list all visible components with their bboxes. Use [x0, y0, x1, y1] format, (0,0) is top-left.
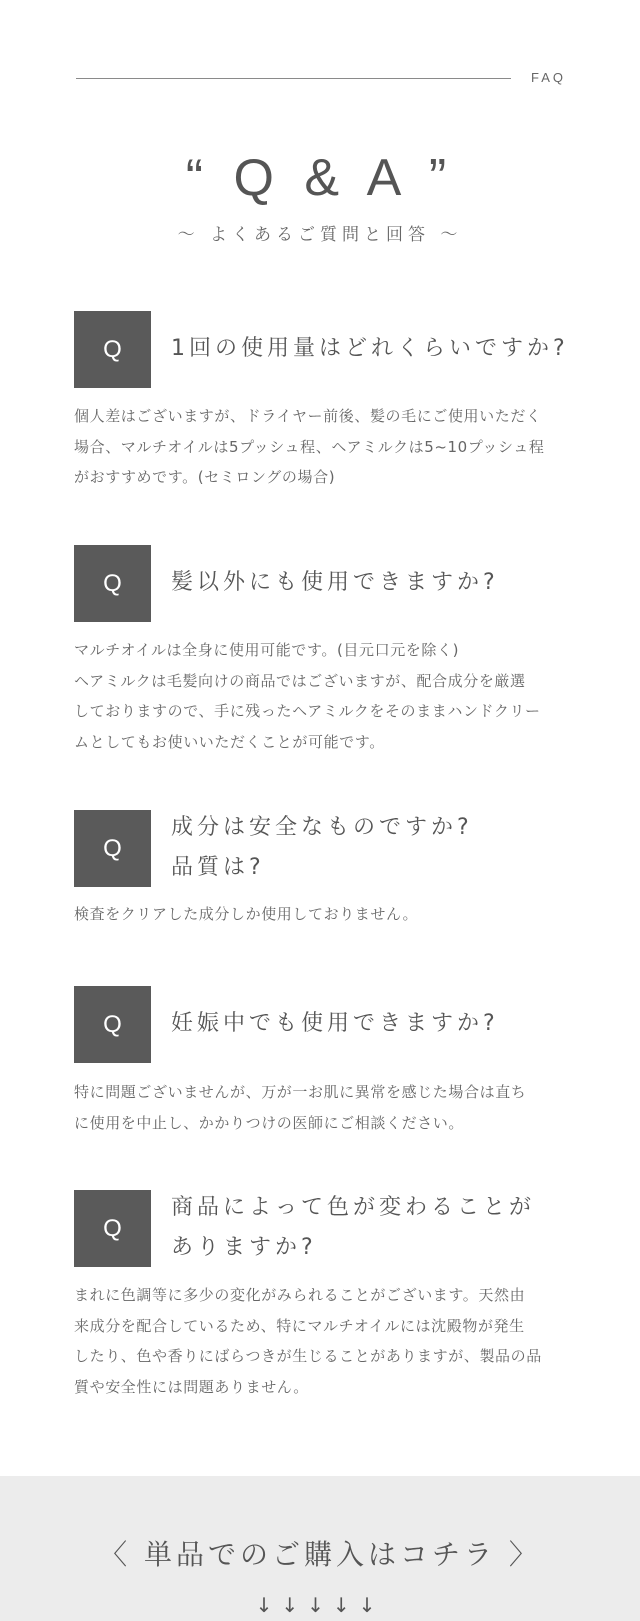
answer-text: 検査をクリアした成分しか使用しておりません。 [74, 905, 419, 923]
q-badge: Q [74, 545, 151, 622]
header-divider [76, 78, 511, 79]
question-text: 妊娠中でも使用できますか? [171, 1011, 499, 1036]
answer-text: マルチオイルは全身に使用可能です。(目元口元を除く) ヘアミルクは毛髪向けの商品ではございますが、配合成分を厳選 しておりますので、手に残ったヘアミルクをそのままハンドクリー ムとしてもお使いいただくことが可能です。 [74, 641, 541, 751]
question-text: 商品によって色が変わることが ありますか? [171, 1195, 536, 1260]
faq-section-header [76, 68, 566, 88]
qa-item-5 [74, 1190, 564, 1410]
faq-label: FAQ [530, 70, 566, 85]
q-badge: Q [74, 810, 151, 887]
purchase-link[interactable]: 〈 単品でのご購入はコチラ 〉 [99, 1538, 541, 1571]
page-subtitle: ～ よくあるご質問と回答 ～ [177, 225, 463, 245]
question-text: 髪以外にも使用できますか? [171, 570, 499, 595]
q-badge: Q [74, 986, 151, 1063]
qa-item-1 [74, 311, 569, 491]
page-title: “ Q & A ” [185, 149, 455, 207]
answer-text: 特に問題ございませんが、万が一お肌に異常を感じた場合は直ち に使用を中止し、かかりつけの医師にご相談ください。 [74, 1083, 527, 1132]
question-text: 成分は安全なものですか? 品質は? [171, 815, 473, 880]
qa-item-2 [74, 545, 564, 755]
qa-item-4 [74, 986, 564, 1136]
q-badge: Q [74, 311, 151, 388]
qa-item-3 [74, 810, 564, 930]
answer-text: 個人差はございますが、ドライヤー前後、髪の毛にご使用いただく 場合、マルチオイルは5プッシュ程、ヘアミルクは5~10プッシュ程 がおすすめです。(セミロングの場合) [74, 407, 545, 486]
down-arrows-icon: ↓↓↓↓↓ [255, 1593, 385, 1617]
answer-text: まれに色調等に多少の変化がみられることがございます。天然由 来成分を配合しているため、特にマルチオイルには沈殿物が発生 したり、色や香りにばらつきが生じることがありますが、製品の品 質や安全性には問題ありません。 [74, 1286, 542, 1396]
question-text: 1回の使用量はどれくらいですか? [171, 336, 569, 361]
q-badge: Q [74, 1190, 151, 1267]
